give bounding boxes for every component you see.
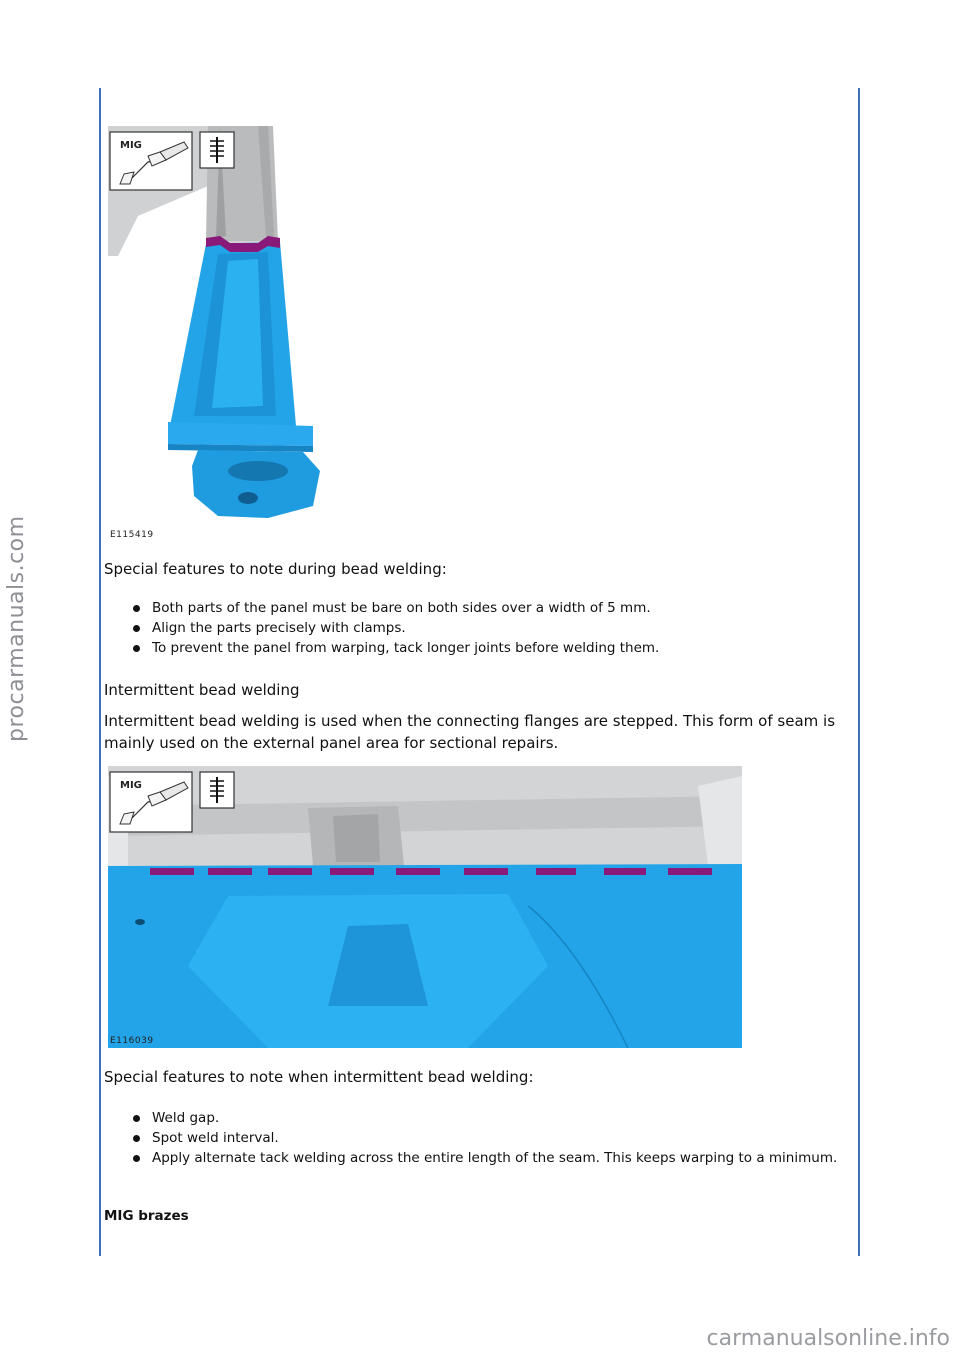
bead-welding-list <box>104 598 849 658</box>
bullet-icon <box>133 1135 140 1142</box>
bullet-icon <box>133 645 140 652</box>
figure1-id: E115419 <box>110 530 154 540</box>
mig-label: MIG <box>120 780 142 791</box>
mig-label: MIG <box>120 140 142 151</box>
bullet-icon <box>133 1115 140 1122</box>
rail-illustration <box>108 126 348 526</box>
page-border-right <box>858 88 860 1256</box>
figure2-id: E116039 <box>110 1036 154 1046</box>
weld-symbol-icon <box>200 132 234 168</box>
bullet-icon <box>133 605 140 612</box>
bullet-icon <box>133 625 140 632</box>
figure-floor-intermittent-weld <box>108 766 742 1048</box>
bead-welding-intro: Special features to note during bead welding: <box>104 560 447 578</box>
list-item: Align the parts precisely with clamps. <box>104 618 849 638</box>
intermittent-intro: Special features to note when intermittent bead welding: <box>104 1068 534 1086</box>
floor-illustration <box>108 766 742 1048</box>
figure-rail-bead-weld <box>108 126 348 526</box>
section-heading-intermittent: Intermittent bead welding <box>104 681 300 699</box>
watermark-side: procarmanuals.com <box>4 515 29 742</box>
bullet-icon <box>133 1155 140 1162</box>
intermittent-list <box>104 1108 849 1168</box>
list-item: Spot weld interval. <box>104 1128 849 1148</box>
weld-dashes <box>150 868 712 875</box>
list-item: To prevent the panel from warping, tack longer joints before welding them. <box>104 638 849 658</box>
section-heading-mig-brazes: MIG brazes <box>104 1208 189 1224</box>
page-border-left <box>99 88 101 1256</box>
watermark-bottom: carmanualsonline.info <box>706 1326 950 1351</box>
list-item: Both parts of the panel must be bare on both sides over a width of 5 mm. <box>104 598 849 618</box>
intermittent-description: Intermittent bead welding is used when the connecting flanges are stepped. This form of seam is mainly used on the external panel area for sectional repairs. <box>104 712 836 752</box>
list-item: Weld gap. <box>104 1108 849 1128</box>
list-item: Apply alternate tack welding across the entire length of the seam. This keeps warping to a minimum. <box>104 1148 849 1168</box>
weld-symbol-icon <box>200 772 234 808</box>
